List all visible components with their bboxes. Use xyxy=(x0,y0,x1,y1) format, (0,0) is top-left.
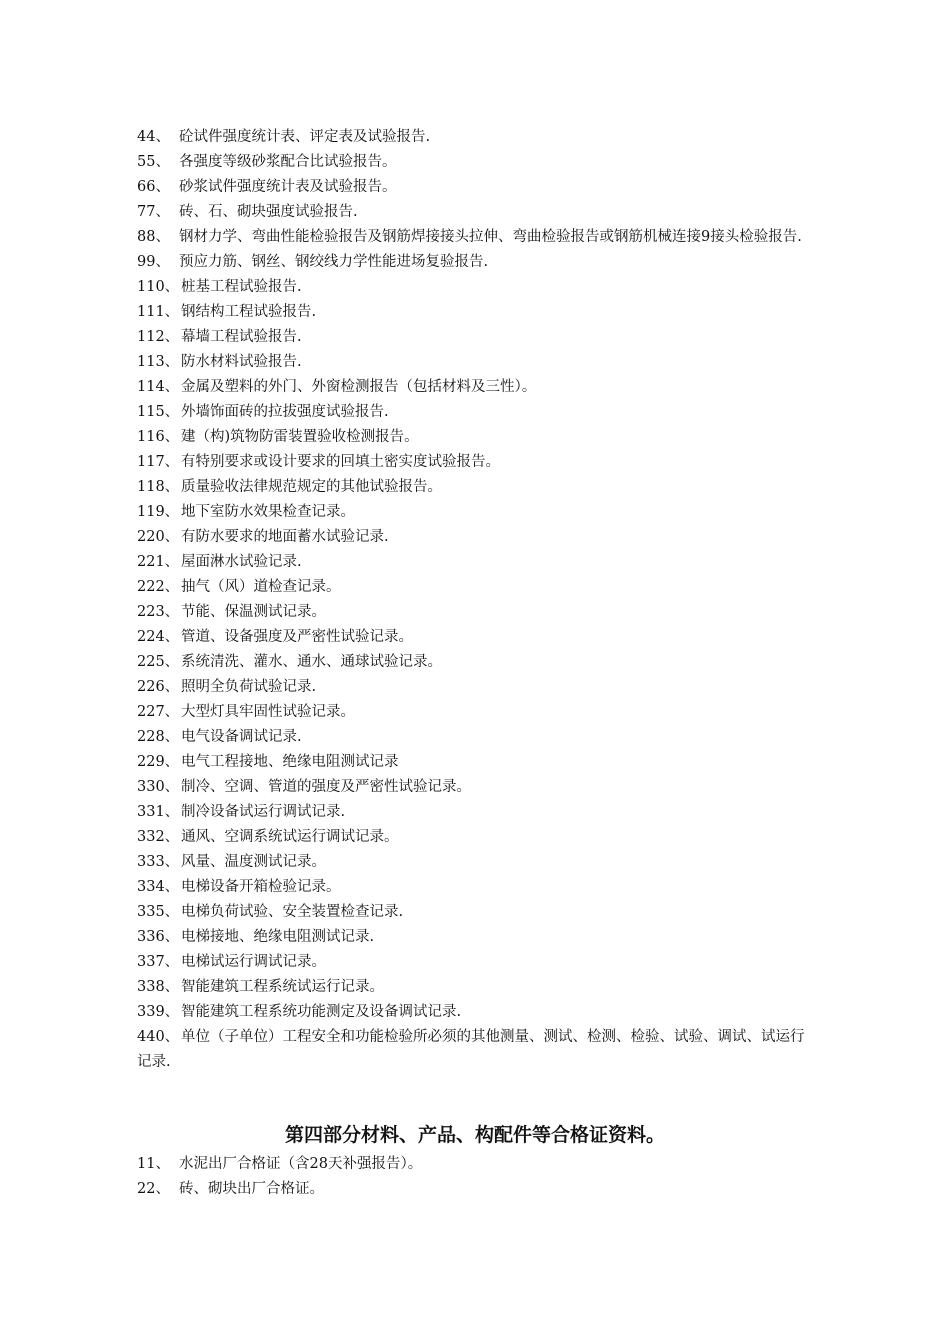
item-text: 砖、石、砌块强度试验报告. xyxy=(179,204,358,220)
item-text: 桩基工程试验报告. xyxy=(181,279,302,295)
item-text: 通风、空调系统试运行调试记录。 xyxy=(181,829,399,845)
list-item xyxy=(137,900,807,925)
item-number: 220、 xyxy=(137,529,180,545)
item-text: 照明全负荷试验记录. xyxy=(181,679,317,695)
list-item xyxy=(137,475,807,500)
list-item xyxy=(137,1152,807,1177)
item-number: 339、 xyxy=(137,1004,180,1020)
list-item xyxy=(137,925,807,950)
list-item xyxy=(137,1177,807,1202)
item-text: 水泥出厂合格证（含28天补强报告）。 xyxy=(179,1156,423,1172)
list-item xyxy=(137,150,807,175)
item-number: 119、 xyxy=(137,504,180,520)
list-item xyxy=(137,350,807,375)
item-text: 制冷设备试运行调试记录. xyxy=(181,804,346,820)
list-item xyxy=(137,725,807,750)
item-text: 屋面淋水试验记录. xyxy=(181,554,302,570)
list-item xyxy=(137,425,807,450)
item-number: 44、 xyxy=(137,129,170,145)
item-number: 66、 xyxy=(137,179,170,195)
item-text: 电梯负荷试验、安全装置检查记录. xyxy=(181,904,404,920)
item-text: 砖、砌块出厂合格证。 xyxy=(179,1181,324,1197)
item-number: 11、 xyxy=(137,1156,170,1172)
item-text: 单位（子单位）工程安全和功能检验所必须的其他测量、测试、检测、检验、试验、调试、试运行记录. xyxy=(137,1029,805,1070)
list-item xyxy=(137,525,807,550)
list-item xyxy=(137,750,807,775)
item-number: 224、 xyxy=(137,629,180,645)
item-text: 有特别要求或设计要求的回填土密实度试验报告。 xyxy=(181,454,500,470)
item-number: 440、 xyxy=(137,1029,180,1045)
item-number: 336、 xyxy=(137,929,180,945)
item-number: 331、 xyxy=(137,804,180,820)
item-text: 各强度等级砂浆配合比试验报告。 xyxy=(179,154,397,170)
list-item xyxy=(137,400,807,425)
item-text: 管道、设备强度及严密性试验记录。 xyxy=(181,629,413,645)
item-number: 333、 xyxy=(137,854,180,870)
item-number: 114、 xyxy=(137,379,180,395)
item-text: 电梯接地、绝缘电阻测试记录. xyxy=(181,929,375,945)
list-item xyxy=(137,325,807,350)
list-item xyxy=(137,975,807,1000)
section3-list xyxy=(137,125,807,1075)
item-text: 质量验收法律规范规定的其他试验报告。 xyxy=(181,479,442,495)
item-number: 334、 xyxy=(137,879,180,895)
item-text: 幕墙工程试验报告. xyxy=(181,329,302,345)
item-number: 332、 xyxy=(137,829,180,845)
item-text: 防水材料试验报告. xyxy=(181,354,302,370)
item-number: 222、 xyxy=(137,579,180,595)
list-item xyxy=(137,1000,807,1025)
item-number: 77、 xyxy=(137,204,170,220)
item-text: 预应力筋、钢丝、钢绞线力学性能进场复验报告. xyxy=(179,254,489,270)
item-text: 系统清洗、灌水、通水、通球试验记录。 xyxy=(181,654,442,670)
item-number: 337、 xyxy=(137,954,180,970)
item-number: 110、 xyxy=(137,279,180,295)
item-text: 节能、保温测试记录。 xyxy=(181,604,326,620)
item-number: 118、 xyxy=(137,479,180,495)
item-number: 226、 xyxy=(137,679,180,695)
item-text: 砼试件强度统计表、评定表及试验报告. xyxy=(179,129,431,145)
item-text: 建（构)筑物防雷装置验收检测报告。 xyxy=(181,429,419,445)
list-item xyxy=(137,700,807,725)
item-number: 338、 xyxy=(137,979,180,995)
section4-list xyxy=(137,1152,807,1202)
item-text: 地下室防水效果检查记录。 xyxy=(181,504,355,520)
item-number: 221、 xyxy=(137,554,180,570)
list-item xyxy=(137,850,807,875)
section4-heading: 第四部分材料、产品、构配件等合格证资料。 xyxy=(284,1124,665,1146)
item-number: 225、 xyxy=(137,654,180,670)
item-number: 117、 xyxy=(137,454,180,470)
item-text: 电气设备调试记录. xyxy=(181,729,302,745)
list-item xyxy=(137,125,807,150)
list-item xyxy=(137,550,807,575)
list-item xyxy=(137,1025,807,1075)
list-item xyxy=(137,200,807,225)
list-item xyxy=(137,650,807,675)
list-item xyxy=(137,250,807,275)
item-text: 抽气（风）道检查记录。 xyxy=(181,579,341,595)
item-number: 111、 xyxy=(137,304,180,320)
list-item xyxy=(137,775,807,800)
item-number: 115、 xyxy=(137,404,180,420)
list-item xyxy=(137,375,807,400)
list-item xyxy=(137,575,807,600)
list-item xyxy=(137,825,807,850)
item-text: 电梯试运行调试记录。 xyxy=(181,954,326,970)
item-text: 钢材力学、弯曲性能检验报告及钢筋焊接接头拉伸、弯曲检验报告或钢筋机械连接9接头检验报告. xyxy=(179,229,802,245)
item-text: 智能建筑工程系统功能测定及设备调试记录. xyxy=(181,1004,462,1020)
item-text: 电气工程接地、绝缘电阻测试记录 xyxy=(181,754,399,770)
item-text: 风量、温度测试记录。 xyxy=(181,854,326,870)
list-item xyxy=(137,800,807,825)
item-text: 砂浆试件强度统计表及试验报告。 xyxy=(179,179,397,195)
list-item xyxy=(137,225,807,250)
item-number: 223、 xyxy=(137,604,180,620)
list-item xyxy=(137,875,807,900)
item-text: 制冷、空调、管道的强度及严密性试验记录。 xyxy=(181,779,471,795)
item-number: 228、 xyxy=(137,729,180,745)
item-number: 227、 xyxy=(137,704,180,720)
list-item xyxy=(137,950,807,975)
list-item xyxy=(137,675,807,700)
item-number: 99、 xyxy=(137,254,170,270)
list-item xyxy=(137,625,807,650)
item-text: 智能建筑工程系统试运行记录。 xyxy=(181,979,384,995)
item-number: 112、 xyxy=(137,329,180,345)
item-text: 金属及塑料的外门、外窗检测报告（包括材料及三性）。 xyxy=(181,379,537,395)
item-number: 335、 xyxy=(137,904,180,920)
item-number: 116、 xyxy=(137,429,180,445)
item-number: 113、 xyxy=(137,354,180,370)
item-text: 外墙饰面砖的拉拔强度试验报告. xyxy=(181,404,389,420)
item-number: 22、 xyxy=(137,1181,170,1197)
item-text: 大型灯具牢固性试验记录。 xyxy=(181,704,355,720)
list-item xyxy=(137,275,807,300)
item-number: 88、 xyxy=(137,229,170,245)
list-item xyxy=(137,600,807,625)
item-number: 330、 xyxy=(137,779,180,795)
list-item xyxy=(137,450,807,475)
item-number: 229、 xyxy=(137,754,180,770)
list-item xyxy=(137,175,807,200)
list-item xyxy=(137,300,807,325)
list-item xyxy=(137,500,807,525)
item-number: 55、 xyxy=(137,154,170,170)
item-text: 钢结构工程试验报告. xyxy=(181,304,317,320)
item-text: 有防水要求的地面蓄水试验记录. xyxy=(181,529,389,545)
item-text: 电梯设备开箱检验记录。 xyxy=(181,879,341,895)
